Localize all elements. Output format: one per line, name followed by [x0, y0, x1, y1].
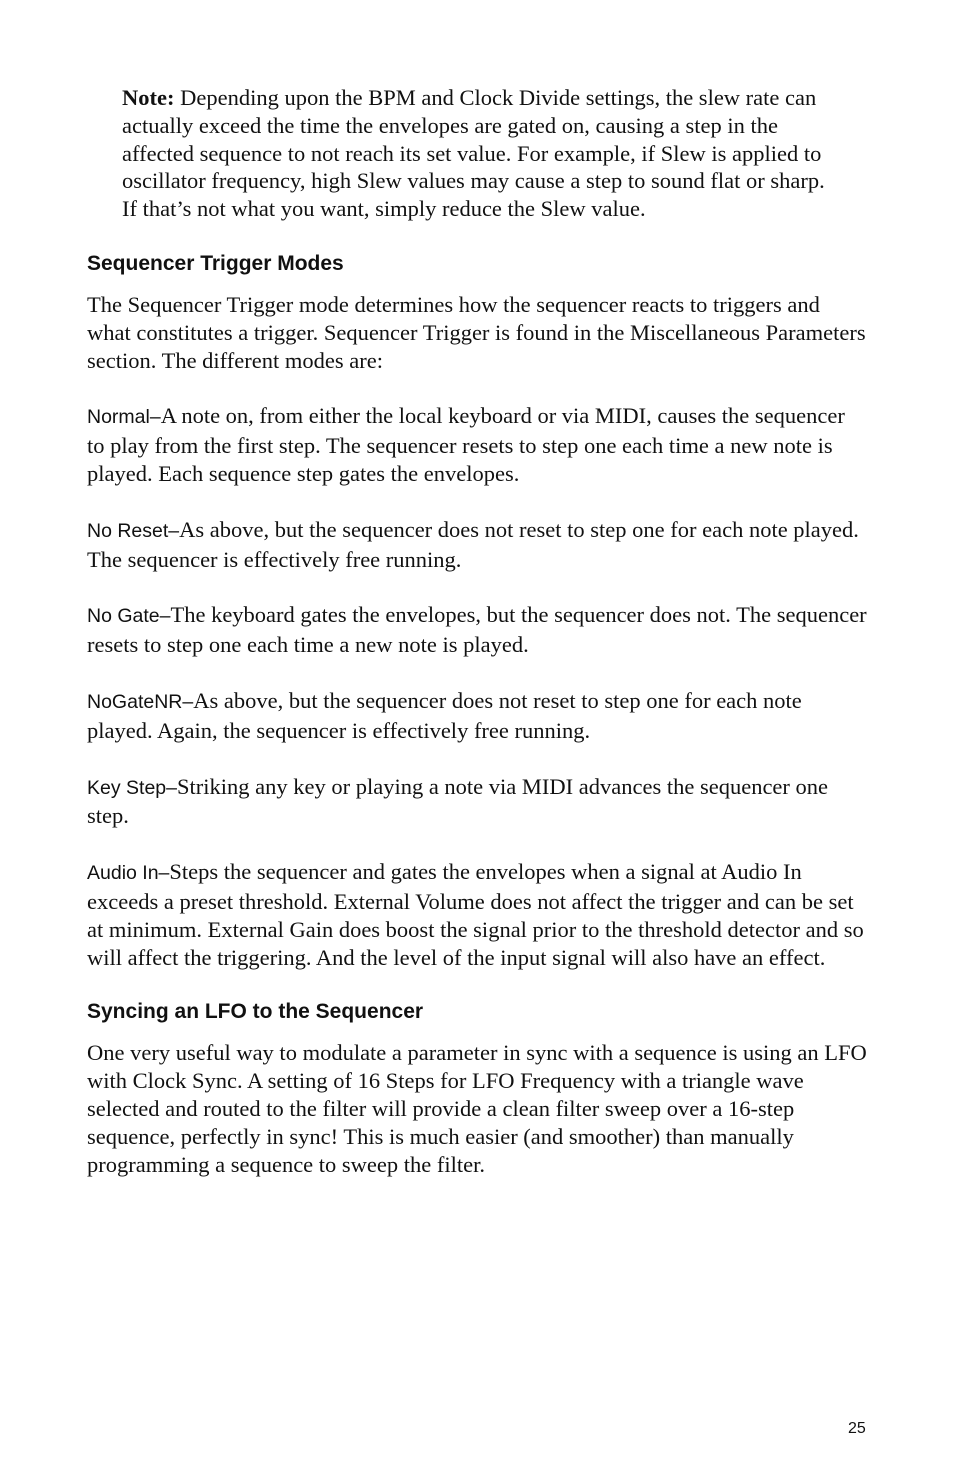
mode-key-step-paragraph	[87, 773, 867, 831]
syncing-lfo-paragraph: One very useful way to modulate a parameter in sync with a sequence is using an LFO with Clock Sync. A setting of 16 Steps for LFO Frequency with a triangle wave selected and routed to the filter will provide a clean filter sweep over a 16-step sequence, perfectly in sync! This is much easier (and smoother) than manually programming a sequence to sweep the filter.	[87, 1040, 867, 1177]
mode-description-key-step: Striking any key or playing a note via MIDI advances the sequencer one step.	[87, 773, 829, 829]
sequencer-trigger-modes-heading: Sequencer Trigger Modes	[87, 251, 344, 275]
page-number: 25	[848, 1420, 866, 1437]
mode-normal-paragraph	[87, 402, 867, 487]
mode-no-gate-paragraph	[87, 601, 867, 659]
mode-description-audio-in: Steps the sequencer and gates the envelopes when a signal at Audio In exceeds a preset threshold. External Volume does not affect the trigger and can be set at minimum. External Gain does boost the signal prior to the threshold detector and so will affect the triggering. And the level of the input signal will also have an effect.	[87, 859, 864, 970]
mode-name-normal: Normal–	[87, 406, 161, 429]
mode-description-no-reset: As above, but the sequencer does not reset to step one for each note played. The sequencer is effectively free running.	[87, 516, 859, 572]
mode-name-no-gate: No Gate–	[87, 605, 171, 628]
mode-description-normal: A note on, from either the local keyboard or via MIDI, causes the sequencer to play from the first step. The sequencer resets to step one each time a new note is played. Each sequence step gates the envelopes.	[87, 403, 845, 486]
mode-audio-in-paragraph	[87, 858, 867, 971]
page-content	[87, 84, 867, 1178]
note-text: Depending upon the BPM and Clock Divide settings, the slew rate can actually exceed the time the envelopes are gated on, causing a step in the affected sequence to not reach its set value. For example, if Slew is applied to oscillator frequency, high Slew values may cause a step to sound flat or sharp. If that’s not what you want, simply reduce the Slew value.	[122, 85, 825, 222]
mode-name-key-step: Key Step–	[87, 776, 177, 799]
mode-description-nogatenr: As above, but the sequencer does not reset to step one for each note played. Again, the sequencer is effectively free running.	[87, 687, 802, 743]
mode-name-nogatenr: NoGateNR–	[87, 690, 194, 713]
mode-nogatenr-paragraph	[87, 687, 867, 745]
mode-name-no-reset: No Reset–	[87, 519, 180, 542]
note-paragraph	[122, 84, 842, 223]
trigger-intro-paragraph: The Sequencer Trigger mode determines how the sequencer reacts to triggers and what constitutes a trigger. Sequencer Trigger is found in the Miscellaneous Parameters section. The different modes are:	[87, 291, 866, 373]
mode-name-audio-in: Audio In–	[87, 862, 170, 885]
note-label: Note:	[122, 85, 175, 110]
mode-description-no-gate: The keyboard gates the envelopes, but the sequencer does not. The sequencer resets to step one each time a new note is played.	[87, 602, 867, 658]
syncing-lfo-heading: Syncing an LFO to the Sequencer	[87, 1000, 424, 1024]
mode-no-reset-paragraph	[87, 516, 867, 574]
